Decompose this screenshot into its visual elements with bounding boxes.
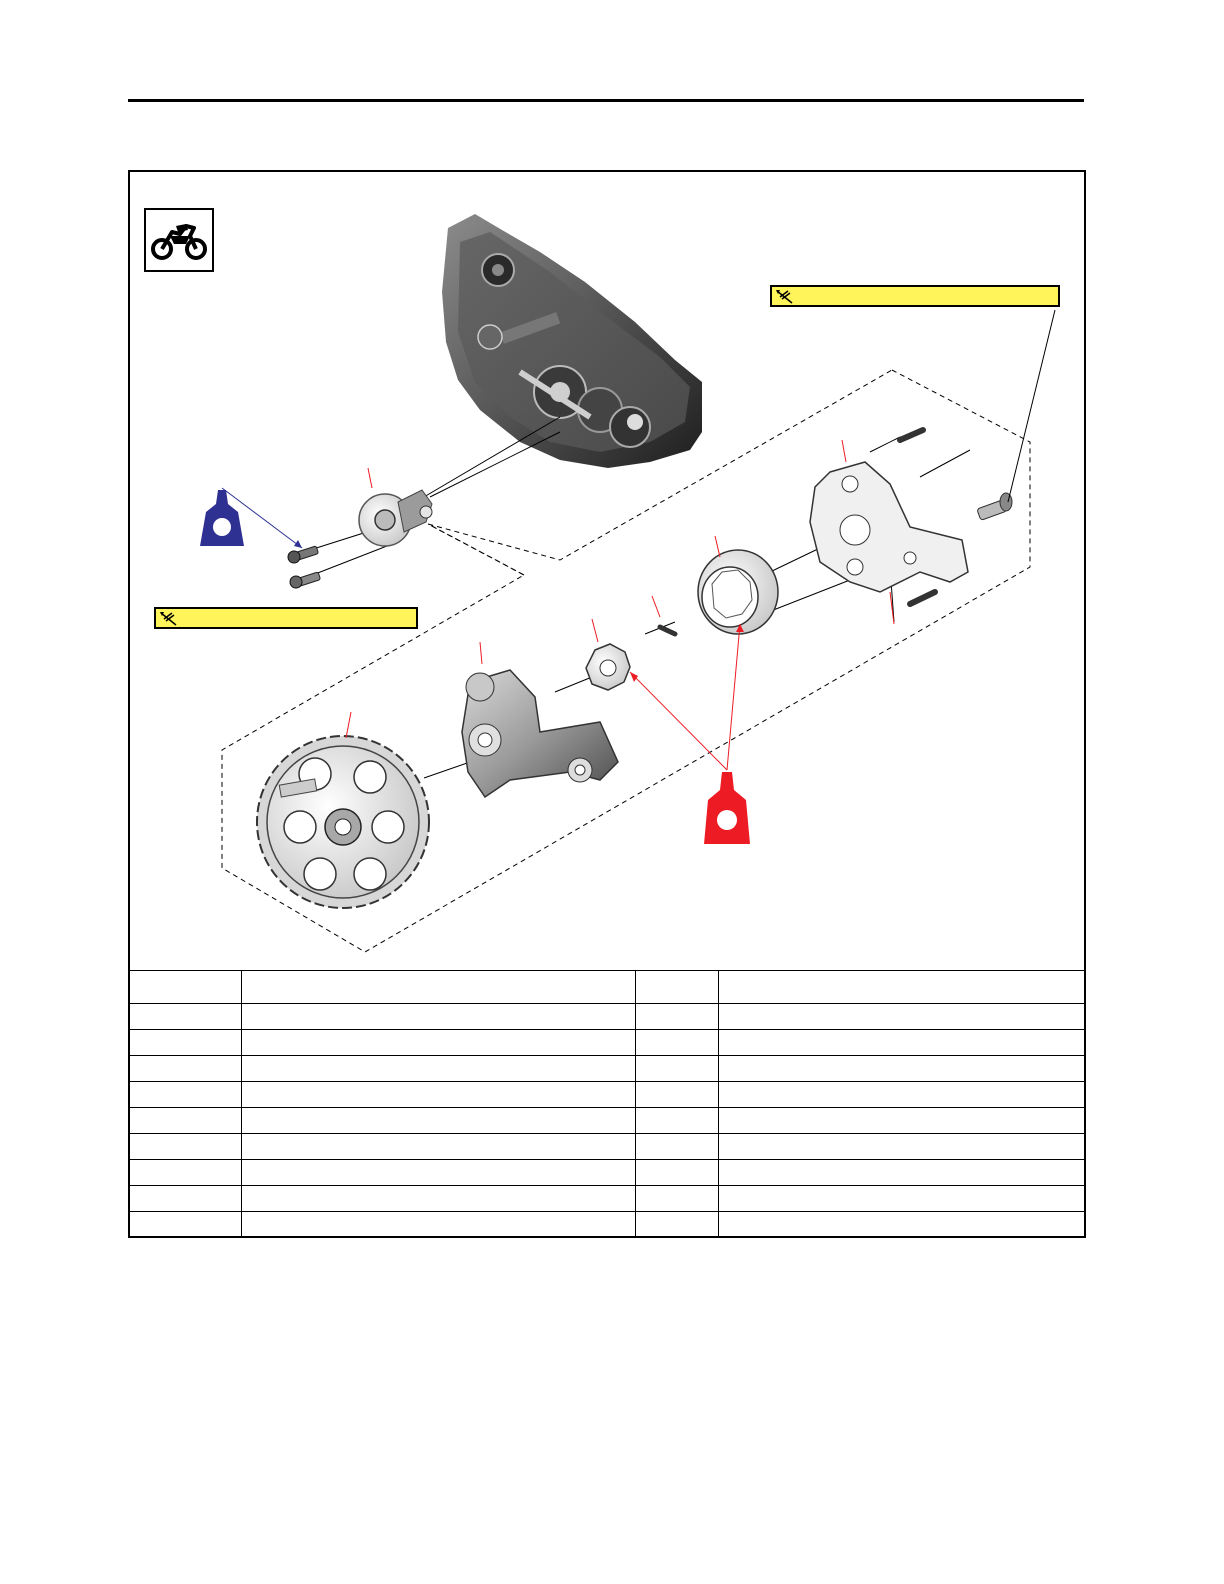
table-cell [635, 1186, 718, 1212]
table-cell [635, 1108, 718, 1134]
thread-locker-icon [200, 488, 302, 548]
table-header-row [130, 971, 1084, 1004]
table-cell [635, 1082, 718, 1108]
table-cell [241, 1056, 635, 1082]
exploded-view-illustration [130, 172, 1084, 970]
table-row [130, 1212, 1084, 1238]
table-cell [635, 1004, 718, 1030]
cover-screw [977, 493, 1012, 520]
table-row [130, 1108, 1084, 1134]
bolt-lower [290, 572, 321, 588]
table-cell [241, 1186, 635, 1212]
table-cell [130, 1082, 241, 1108]
table-cell [718, 1004, 1084, 1030]
table-cell [718, 1030, 1084, 1056]
outer-rotor [698, 550, 778, 634]
dowel-pin [660, 627, 675, 634]
table-cell [635, 1056, 718, 1082]
table-row [130, 1186, 1084, 1212]
header-rule [128, 99, 1084, 102]
table-cell [718, 1108, 1084, 1134]
table-row [130, 1030, 1084, 1056]
parts-table [130, 970, 1084, 1237]
table-row [130, 1056, 1084, 1082]
oil-pump-cover [810, 462, 968, 592]
table-cell [130, 1004, 241, 1030]
bolt-upper [288, 546, 319, 563]
table-header-cell [241, 971, 635, 1004]
table-cell [241, 1134, 635, 1160]
table-cell [130, 1212, 241, 1238]
table-cell [635, 1030, 718, 1056]
inner-rotor [586, 644, 630, 690]
crankcase [442, 214, 702, 468]
table-cell [718, 1186, 1084, 1212]
table-cell [635, 1134, 718, 1160]
table-cell [130, 1186, 241, 1212]
table-cell [130, 1108, 241, 1134]
table-cell [718, 1056, 1084, 1082]
table-cell [241, 1160, 635, 1186]
table-cell [635, 1212, 718, 1238]
table-cell [241, 1082, 635, 1108]
table-cell [718, 1212, 1084, 1238]
table-header-cell [635, 971, 718, 1004]
oil-pump-housing [462, 670, 618, 797]
table-cell [241, 1004, 635, 1030]
oil-pump-driven-gear [257, 736, 429, 908]
table-row [130, 1004, 1084, 1030]
table-header-cell [718, 971, 1084, 1004]
table-cell [241, 1108, 635, 1134]
table-cell [130, 1030, 241, 1056]
dowel-pin [900, 430, 923, 440]
table-cell [635, 1160, 718, 1186]
table-cell [241, 1212, 635, 1238]
table-cell [718, 1082, 1084, 1108]
table-cell [130, 1056, 241, 1082]
table-header-cell [130, 971, 241, 1004]
table-cell [241, 1030, 635, 1056]
table-row [130, 1082, 1084, 1108]
exploded-diagram-frame [128, 170, 1086, 1238]
oil-pump-drive-gear-assembly [359, 490, 432, 546]
dowel-pin [910, 592, 935, 604]
table-cell [130, 1160, 241, 1186]
table-cell [718, 1134, 1084, 1160]
engine-oil-icon [630, 624, 750, 844]
table-row [130, 1134, 1084, 1160]
table-row [130, 1160, 1084, 1186]
table-cell [130, 1134, 241, 1160]
table-cell [718, 1160, 1084, 1186]
